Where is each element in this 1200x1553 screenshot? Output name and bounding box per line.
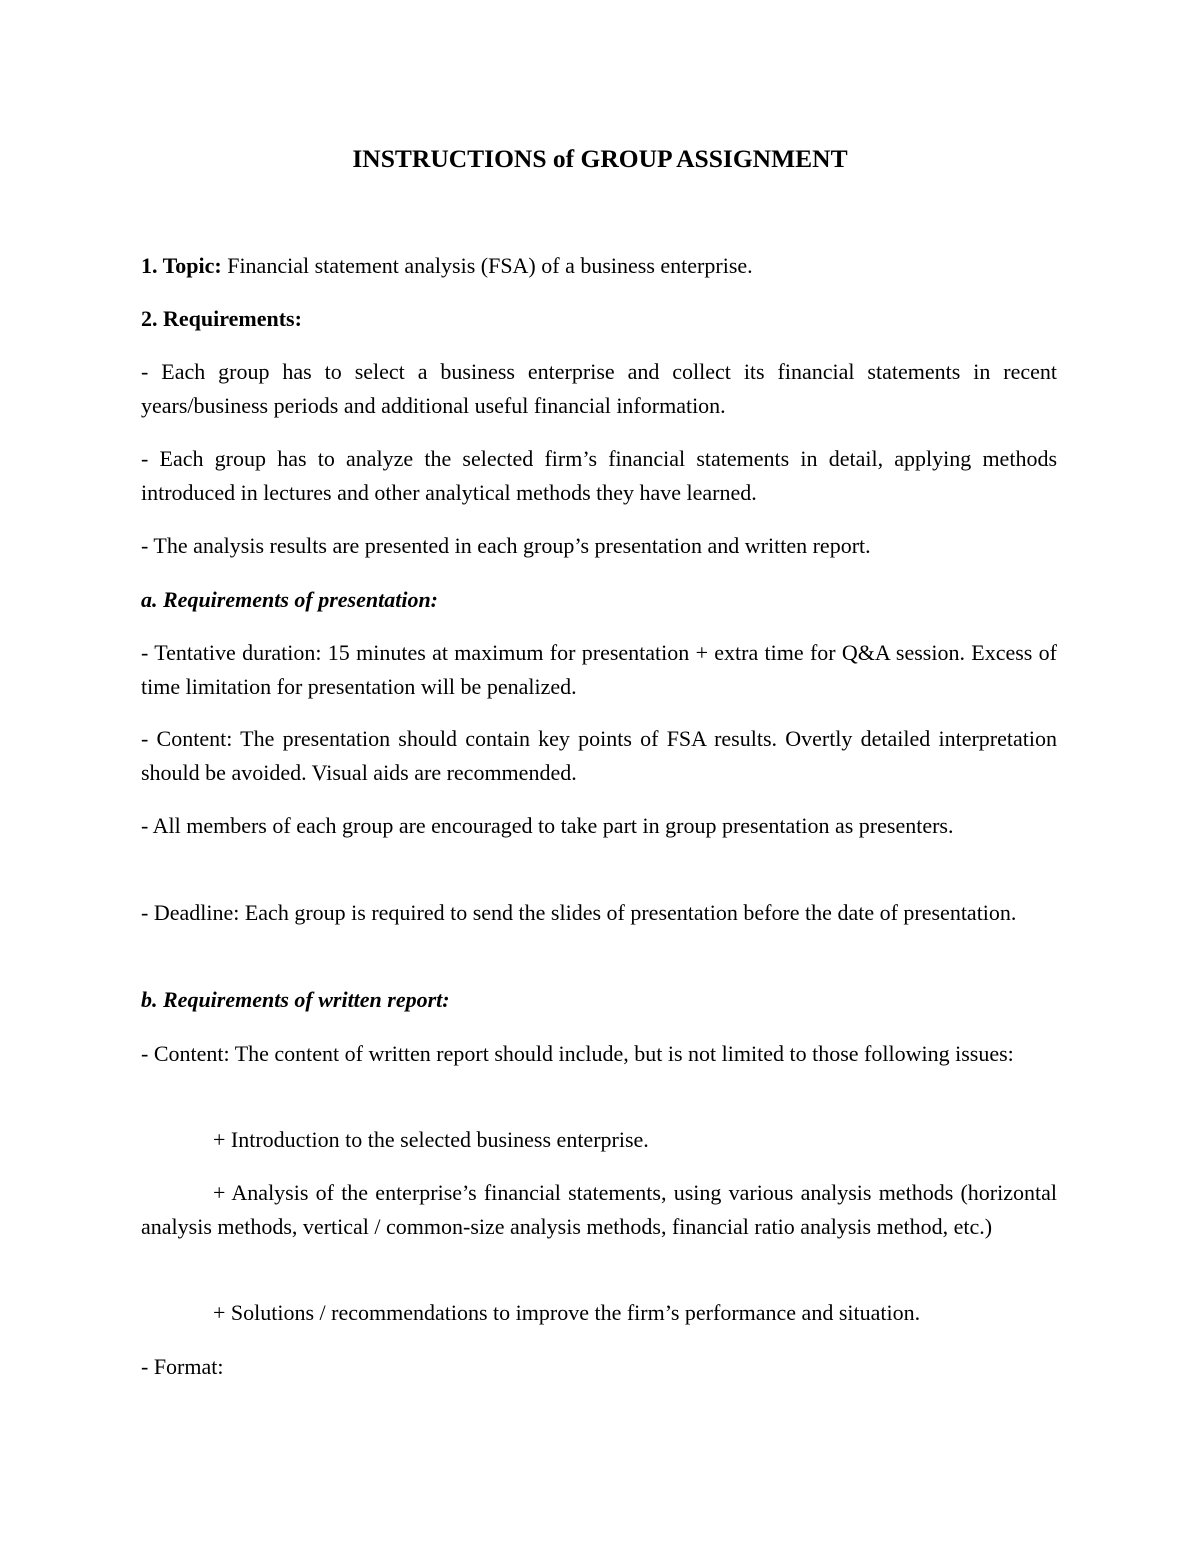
requirement-item-results: - The analysis results are presented in each group’s presentation and written report. — [141, 533, 871, 558]
report-sub-item-solutions: + Solutions / recommendations to improve the firm’s performance and situation. — [213, 1300, 921, 1325]
report-sub-item-introduction: + Introduction to the selected business enterprise. — [213, 1127, 649, 1152]
presentation-item-duration: - Tentative duration: 15 minutes at maximum for presentation + extra time for Q&A session. Excess of time limitation for presentation will be penalized. — [141, 640, 1057, 699]
presentation-item-content: - Content: The presentation should contain key points of FSA results. Overtly detailed interpretation should be avoided. Visual aids are recommended. — [141, 726, 1057, 785]
presentation-heading: a. Requirements of presentation: — [141, 587, 439, 612]
topic-text: Financial statement analysis (FSA) of a business enterprise. — [221, 253, 753, 278]
presentation-item-deadline: - Deadline: Each group is required to send the slides of presentation before the date of presentation. — [141, 900, 1017, 925]
report-content: - Content: The content of written report should include, but is not limited to those following issues: — [141, 1041, 1014, 1066]
document-title: INSTRUCTIONS of GROUP ASSIGNMENT — [352, 144, 848, 173]
report-format: - Format: — [141, 1354, 224, 1379]
topic-label: 1. Topic: — [141, 253, 222, 278]
requirements-heading: 2. Requirements: — [141, 306, 302, 331]
requirement-item-select: - Each group has to select a business enterprise and collect its financial statements in recent years/business periods and additional useful financial information. — [141, 359, 1057, 418]
requirement-item-analyze: - Each group has to analyze the selected firm’s financial statements in detail, applying methods introduced in lectures and other analytical methods they have learned. — [141, 446, 1057, 505]
topic-line — [141, 249, 1057, 283]
report-heading: b. Requirements of written report: — [141, 987, 450, 1012]
presentation-item-members: - All members of each group are encouraged to take part in group presentation as presenters. — [141, 813, 954, 838]
report-sub-item-analysis: + Analysis of the enterprise’s financial statements, using various analysis methods (horizontal analysis methods, vertical / common-size analysis methods, financial ratio analysis method, etc.) — [141, 1180, 1057, 1239]
